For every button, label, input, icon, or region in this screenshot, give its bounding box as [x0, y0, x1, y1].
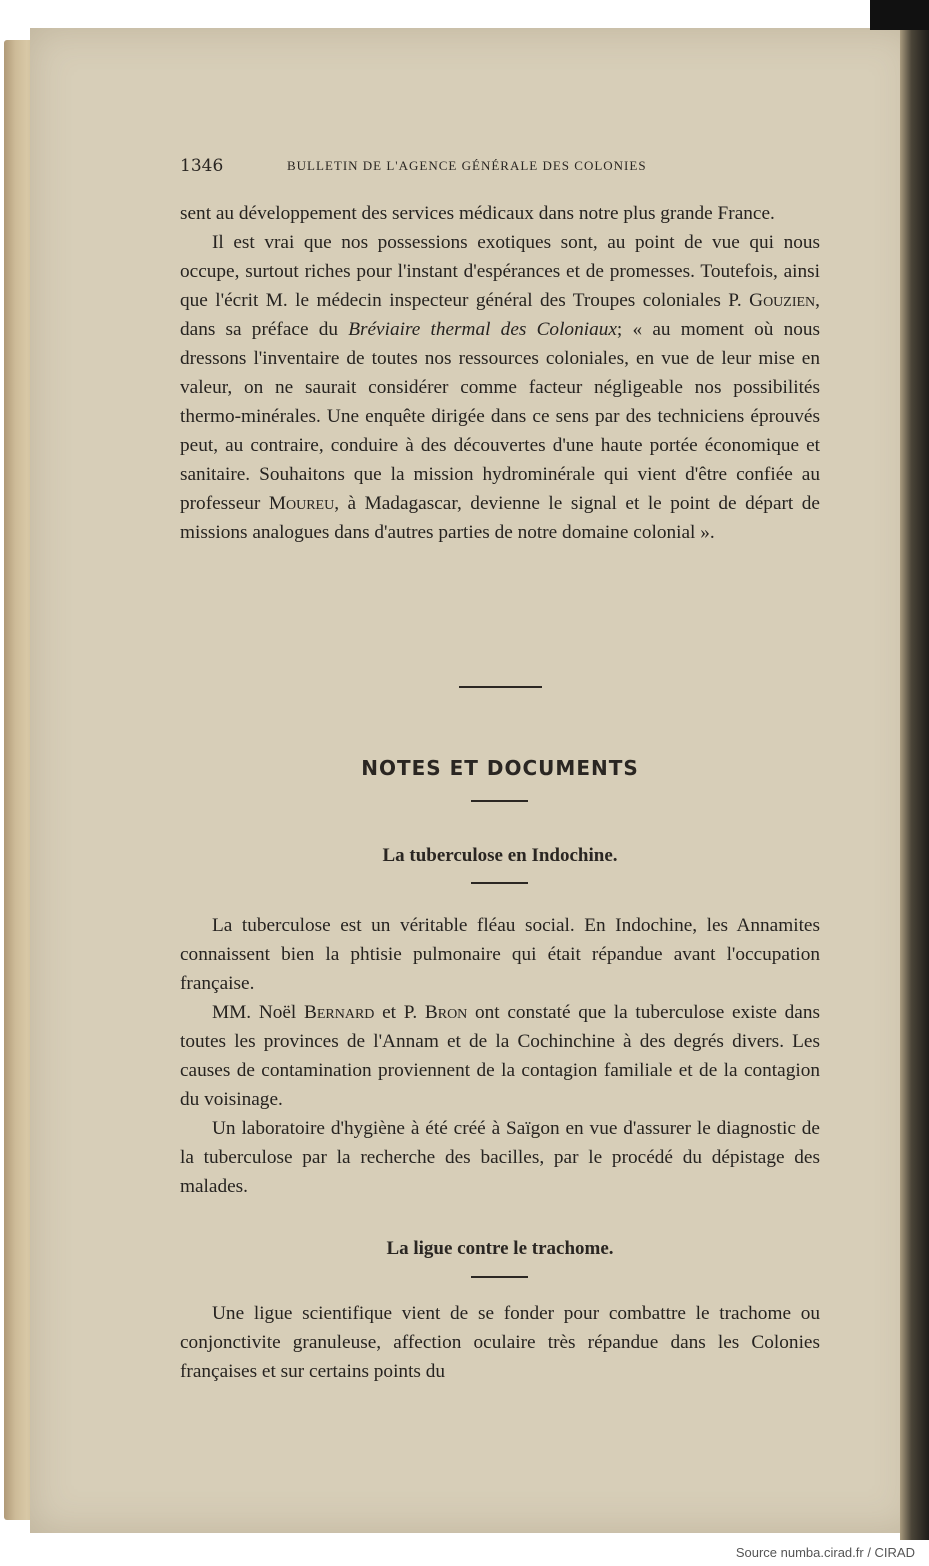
text-run: , à Madagascar, devienne le signal et le point de départ de missions analogues dans d'autres parties de notre domaine colonial ».	[180, 493, 820, 543]
text-run: Il est vrai que nos possessions exotiques sont, au point de vue qui nous occupe, surtout riches pour l'instant d'espérances et de promesses. Toutefois, ainsi que l'écrit M. le médecin inspecteur général des Troupes coloniales P.	[180, 232, 820, 311]
text-run: et P.	[374, 1002, 425, 1023]
tuberculose-paragraph-2	[180, 998, 820, 1114]
trachome-paragraph-1: Une ligue scientifique vient de se fonder pour combattre le trachome ou conjonctivite granuleuse, affection oculaire très répandue dans les Colonies françaises et sur certains points du	[180, 1303, 820, 1382]
intro-paragraph-2	[180, 228, 820, 547]
text-run: ; « au moment où nous dressons l'inventaire de toutes nos ressources coloniales, en vue de leur mise en valeur, on ne saurait considérer comme facteur négligeable nos possibilités thermo-minérales. Une enquête dirigée dans ce sens par des techniciens éprouvés peut, au contraire, conduire à des découvertes d'une haute portée économique et sanitaire. Souhaitons que la mission hydrominérale qui vient d'être confiée au professeur	[180, 319, 821, 514]
author-name: Bron	[424, 1002, 468, 1023]
tuberculose-paragraph-1: La tuberculose est un véritable fléau social. En Indochine, les Annamites connaissent bien la phtisie pulmonaire qui était répandue avant l'occupation française.	[180, 915, 820, 994]
intro-paragraph-1: sent au développement des services médicaux dans notre plus grande France.	[180, 203, 775, 224]
tuberculose-paragraph-3: Un laboratoire d'hygiène à été créé à Saïgon en vue d'assurer le diagnostic de la tuberculose par la recherche des bacilles, par le procédé du dépistage des malades.	[180, 1118, 820, 1197]
running-head	[180, 156, 820, 178]
section-rule	[471, 800, 528, 802]
running-title: BULLETIN DE L'AGENCE GÉNÉRALE DES COLONIES	[287, 158, 647, 173]
source-credit: Source numba.cirad.fr / CIRAD	[735, 1545, 915, 1560]
text-run: ont constaté que la tuberculose existe dans toutes les provinces de l'Annam et de la Cochinchine à des degrés divers. Les causes de contamination proviennent de la contagion familiale et de la contagion du voisinage.	[180, 1002, 820, 1110]
text-run: MM. Noël	[212, 1002, 304, 1023]
trachome-rule	[471, 1276, 528, 1278]
author-name: Gouzien	[749, 290, 816, 311]
divider-rule	[459, 686, 542, 688]
text-run: , dans sa préface du	[180, 290, 820, 340]
trachome-text	[180, 1299, 820, 1386]
trachome-heading: La ligue contre le trachome.	[386, 1238, 614, 1259]
tuberculose-rule	[471, 882, 528, 884]
section-title: NOTES ET DOCUMENTS	[361, 756, 639, 780]
book-title: Bréviaire thermal des Coloniaux	[348, 319, 617, 340]
binding-shadow	[900, 0, 929, 1540]
tuberculose-text	[180, 911, 820, 1201]
intro-text	[180, 199, 820, 547]
professor-name: Moureu	[268, 493, 335, 514]
author-name: Bernard	[304, 1002, 375, 1023]
page-number: 1346	[180, 156, 224, 176]
tuberculose-heading: La tuberculose en Indochine.	[382, 845, 618, 866]
scan-corner	[870, 0, 929, 30]
